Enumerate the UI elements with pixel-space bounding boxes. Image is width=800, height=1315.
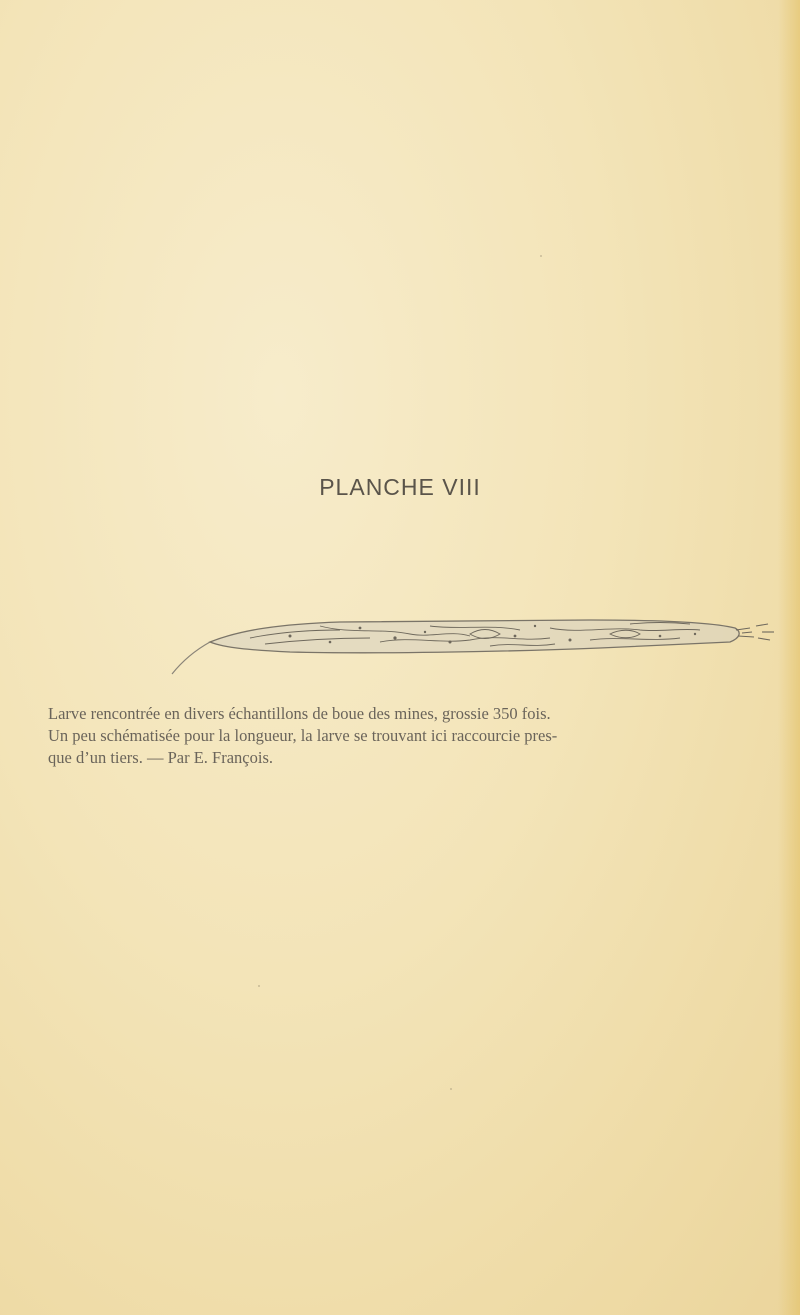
- caption-line: que d’un tiers. — Par E. François.: [48, 748, 273, 767]
- larva-illustration: [170, 608, 780, 678]
- paper-speck: [540, 255, 542, 257]
- caption-line: Larve rencontrée en divers échantillons de boue des mines, grossie 350 fois.: [48, 704, 551, 723]
- paper-speck: [258, 985, 260, 987]
- caption-line: Un peu schématisée pour la longueur, la larve se trouvant ici raccourcie pres-: [48, 726, 558, 745]
- plate-caption: [48, 703, 766, 769]
- larva-tail: [172, 642, 210, 674]
- plate-title: PLANCHE VIII: [319, 474, 481, 500]
- larva-head-bristles: [736, 624, 774, 640]
- paper-speck: [450, 1088, 452, 1090]
- page-edge-shading: [778, 0, 800, 1315]
